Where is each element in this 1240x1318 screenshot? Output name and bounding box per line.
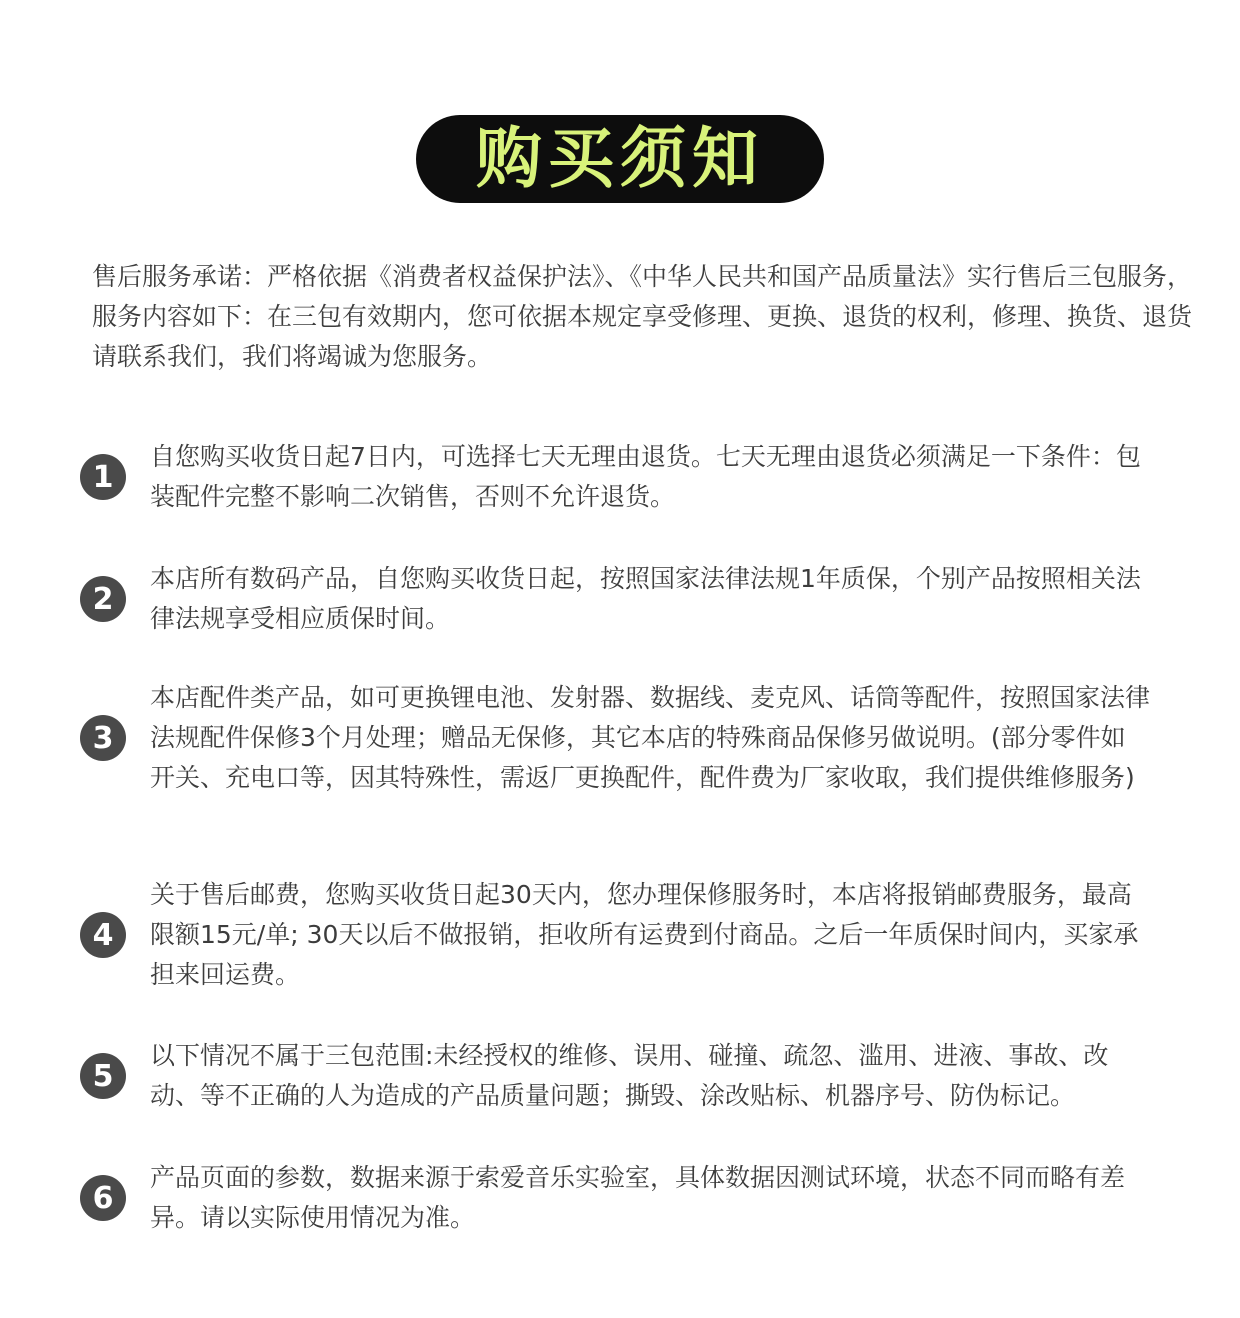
notice-item-text-6: 产品页面的参数，数据来源于索爱音乐实验室，具体数据因测试环境，状态不同而略有差异。请以实际使用情况为准。	[150, 1163, 1126, 1232]
notice-item-text-4: 关于售后邮费，您购买收货日起30天内，您办理保修服务时，本店将报销邮费服务，最高限额15元/单; 30天以后不做报销，拒收所有运费到付商品。之后一年质保时间内，买家承担来回运费。	[150, 880, 1139, 989]
notice-item-4	[80, 875, 1180, 995]
notice-item-3	[80, 678, 1180, 798]
number-badge-4: 4	[80, 912, 126, 958]
notice-item-2	[80, 559, 1180, 639]
number-badge-1: 1	[80, 454, 126, 500]
number-badge-2: 2	[80, 576, 126, 622]
service-commitment-intro: 售后服务承诺：严格依据《消费者权益保护法》、《中华人民共和国产品质量法》实行售后三包服务，服务内容如下：在三包有效期内，您可依据本规定享受修理、更换、退货的权利，修理、换货、退货请联系我们，我们将竭诚为您服务。	[92, 262, 1193, 371]
notice-item-text-2: 本店所有数码产品，自您购买收货日起，按照国家法律法规1年质保，个别产品按照相关法律法规享受相应质保时间。	[150, 564, 1141, 633]
notice-item-5	[80, 1036, 1180, 1116]
notice-item-text-1: 自您购买收货日起7日内，可选择七天无理由退货。七天无理由退货必须满足一下条件：包装配件完整不影响二次销售，否则不允许退货。	[150, 442, 1141, 511]
notice-item-6	[80, 1158, 1180, 1238]
number-badge-3: 3	[80, 715, 126, 761]
page-title-banner	[416, 115, 824, 203]
notice-item-text-5: 以下情况不属于三包范围:未经授权的维修、误用、碰撞、疏忽、滥用、进液、事故、改动、等不正确的人为造成的产品质量问题；撕毁、涂改贴标、机器序号、防伪标记。	[150, 1041, 1109, 1110]
page-title: 购买须知	[476, 120, 764, 197]
number-badge-6: 6	[80, 1175, 126, 1221]
notice-item-text-3: 本店配件类产品，如可更换锂电池、发射器、数据线、麦克风、话筒等配件，按照国家法律法规配件保修3个月处理；赠品无保修，其它本店的特殊商品保修另做说明。(部分零件如开关、充电口等，因其特殊性，需返厂更换配件，配件费为厂家收取，我们提供维修服务)	[150, 683, 1151, 792]
number-badge-5: 5	[80, 1053, 126, 1099]
notice-item-1	[80, 437, 1180, 517]
